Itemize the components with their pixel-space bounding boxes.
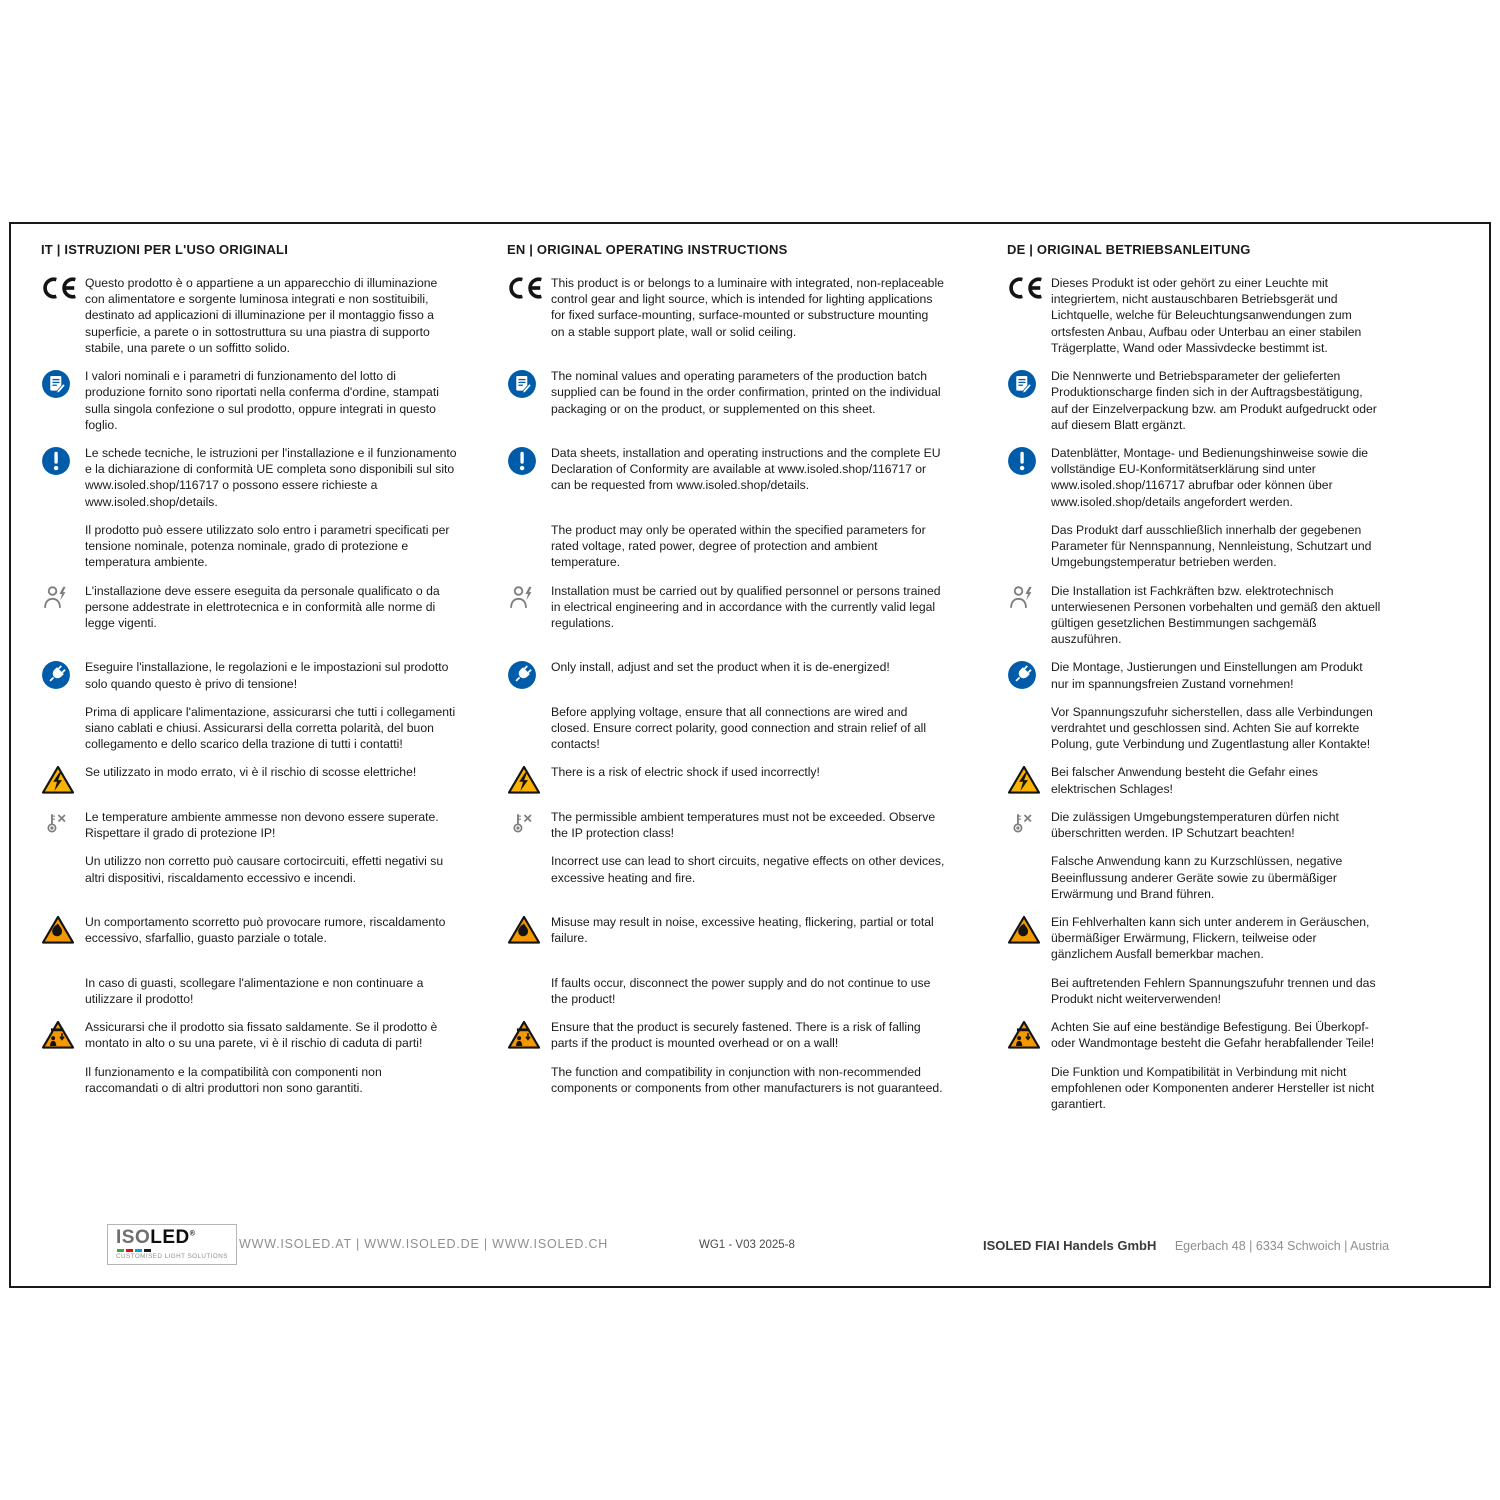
- instruction-text: Bei auftretenden Fehlern Spannungszufuhr trennen und das Produkt nicht weiterverwenden!: [1051, 975, 1376, 1006]
- disconnect-power-icon: [507, 659, 551, 690]
- qualified-electrician-icon: [1007, 583, 1051, 612]
- info-exclamation-icon: [507, 445, 551, 476]
- order-confirmation-icon: [41, 368, 85, 399]
- qualified-electrician-icon: [507, 583, 551, 612]
- fire-warning-icon: [41, 914, 85, 945]
- instruction-text: Questo prodotto è o appartiene a un apparecchio di illuminazione con alimentatore e sorgente luminosa integrati e non sostituibili, destinato ad applicazioni di illuminazione per il montaggio fisso a superficie, a parete o in sottostruttura su una piastra di supporto stabile, una parete o un soffitto solido.: [85, 276, 438, 355]
- instruction-text: Vor Spannungszufuhr sicherstellen, dass alle Verbindungen verdrahtet und geschlossen sind. Achten Sie auf korrekte Polung, gute Verbindung und Zugentlastung aller Kontakte!: [1051, 704, 1373, 752]
- instruction-text: Bei falscher Anwendung besteht die Gefahr eines elektrischen Schlages!: [1051, 765, 1318, 796]
- instruction-sheet: [9, 222, 1491, 1288]
- instruction-text: Installation must be carried out by qualified personnel or persons trained in electrical engineering and in accordance with the currently valid legal regulations.: [551, 583, 941, 630]
- instruction-text: In caso di guasti, scollegare l'alimentazione e non continuare a utilizzare il prodotto!: [85, 975, 424, 1006]
- instruction-text: The product may only be operated within the specified parameters for rated voltage, rated power, degree of protection and ambient temperature.: [551, 522, 926, 570]
- instruction-text: Data sheets, installation and operating instructions and the complete EU Declaration of Conformity are available at www.isoled.shop/116717 or can be requested from www.isoled.shop/details.: [551, 445, 941, 493]
- footer-websites: WWW.ISOLED.AT | WWW.ISOLED.DE | WWW.ISOLED.CH: [239, 1237, 609, 1251]
- info-exclamation-icon: [41, 445, 85, 476]
- qualified-electrician-icon: [41, 583, 85, 612]
- order-confirmation-icon: [1007, 368, 1051, 399]
- instruction-text: Il funzionamento e la compatibilità con componenti non raccomandati o di altri produttori non sono garantiti.: [85, 1064, 382, 1095]
- isoled-logo-wordmark: [116, 1228, 228, 1247]
- instruction-text: Se utilizzato in modo errato, vi è il rischio di scosse elettriche!: [85, 765, 417, 780]
- instruction-text: Ensure that the product is securely fastened. There is a risk of falling parts if the product is mounted overhead or on a wall!: [551, 1020, 921, 1051]
- logo-text-iso: ISO: [116, 1227, 151, 1248]
- temperature-limit-icon: [1007, 809, 1051, 836]
- disconnect-power-icon: [41, 659, 85, 690]
- info-exclamation-icon: [1007, 445, 1051, 476]
- instruction-text: Un comportamento scorretto può provocare rumore, riscaldamento eccessivo, sfarfallio, guasto parziale o totale.: [85, 915, 446, 946]
- company-line: [983, 1237, 1389, 1255]
- fire-warning-icon: [507, 914, 551, 945]
- falling-parts-warning-icon: [1007, 1019, 1051, 1050]
- temperature-limit-icon: [507, 809, 551, 836]
- disconnect-power-icon: [1007, 659, 1051, 690]
- temperature-limit-icon: [41, 809, 85, 836]
- company-name: ISOLED FIAI Handels GmbH: [983, 1238, 1157, 1253]
- sheet-footer: [11, 1222, 1489, 1268]
- instruction-text: The permissible ambient temperatures must not be exceeded. Observe the IP protection class!: [551, 809, 936, 841]
- instruction-text: Die Nennwerte und Betriebsparameter der gelieferten Produktionscharge finden sich in der Auftragsbestätigung, auf der Einzelverpackung bzw. am Produkt aufgedruckt oder auf diesem Blatt ergänzt.: [1051, 369, 1377, 432]
- electric-shock-warning-icon: [507, 764, 551, 795]
- ce-mark-icon: [41, 275, 85, 300]
- instruction-text: Assicurarsi che il prodotto sia fissato saldamente. Se il prodotto è montato in alto o su una parete, vi è il rischio di caduta di parti!: [85, 1020, 438, 1051]
- instruction-text: Die Funktion und Kompatibilität in Verbindung mit nicht empfohlenen oder Komponenten anderer Hersteller ist nicht garantiert.: [1051, 1064, 1375, 1111]
- instruction-text: This product is or belongs to a luminaire with integrated, non-replaceable control gear and light source, which is intended for lighting applications for fixed surface-mounting, surface-mounted or substructure mounting on a stable support plate, wall or solid ceiling.: [551, 276, 944, 339]
- instruction-text: Die Montage, Justierungen und Einstellungen am Produkt nur im spannungsfreien Zustand vornehmen!: [1051, 660, 1363, 691]
- instruction-text: Die zulässigen Umgebungstemperaturen dürfen nicht überschritten werden. IP Schutzart beachten!: [1051, 809, 1339, 841]
- instruction-text: Achten Sie auf eine beständige Befestigung. Bei Überkopf- oder Wandmontage besteht die Gefahr herabfallender Teile!: [1051, 1020, 1375, 1051]
- instruction-text: Prima di applicare l'alimentazione, assicurarsi che tutti i collegamenti siano cablati e chiusi. Assicurarsi della corretta polarità, del buon collegamento e dello scarico della trazione di tutti i contatti!: [85, 704, 456, 752]
- logo-color-chips-icon: [117, 1249, 228, 1252]
- logo-tagline: CUSTOMISED LIGHT SOLUTIONS: [116, 1253, 228, 1260]
- instruction-text: Falsche Anwendung kann zu Kurzschlüssen, negative Beeinflussung anderer Geräte sowie zu übermäßiger Erwärmung und Brand führen.: [1051, 854, 1343, 901]
- instruction-text: Le schede tecniche, le istruzioni per l'installazione e il funzionamento e la dichiarazione di conformità UE completa sono disponibili sul sito www.isoled.shop/116717 o possono essere richieste a www.isoled.shop/details.: [85, 445, 457, 509]
- instruction-text: If faults occur, disconnect the power supply and do not continue to use the product!: [551, 975, 931, 1006]
- isoled-logo: [107, 1224, 237, 1265]
- instruction-text: I valori nominali e i parametri di funzionamento del lotto di produzione fornito sono riportati nella conferma d'ordine, stampati sulla singola confezione o sul prodotto, oppure integrati in questo foglio.: [85, 369, 439, 432]
- instruction-text: Il prodotto può essere utilizzato solo entro i parametri specificati per tensione nominale, potenza nominale, grado di protezione e temperatura ambiente.: [85, 522, 450, 570]
- fire-warning-icon: [1007, 914, 1051, 945]
- instruction-text: The function and compatibility in conjunction with non-recommended components or components from other manufacturers is not guaranteed.: [551, 1064, 943, 1095]
- instruction-text: Dieses Produkt ist oder gehört zu einer Leuchte mit integriertem, nicht austauschbaren Betriebsgerät und Lichtquelle, welche für Beleuchtungsanwendungen zum ortsfesten Anbau, Aufbau oder Unterbau an einer stabilen Trägerplatte, Wand oder Massivdecke bestimmt ist.: [1051, 276, 1362, 355]
- falling-parts-warning-icon: [41, 1019, 85, 1050]
- instruction-text: L'installazione deve essere eseguita da personale qualificato o da persone addestrate in elettrotecnica e in conformità alle norme di legge vigenti.: [85, 583, 440, 630]
- instruction-text: Misuse may result in noise, excessive heating, flickering, partial or total failure.: [551, 915, 934, 946]
- falling-parts-warning-icon: [507, 1019, 551, 1050]
- company-address: Egerbach 48 | 6334 Schwoich | Austria: [1174, 1239, 1390, 1253]
- order-confirmation-icon: [507, 368, 551, 399]
- instruction-text: Un utilizzo non corretto può causare cortocircuiti, effetti negativi su altri dispositivi, riscaldamento eccessivo e incendi.: [85, 854, 444, 885]
- instruction-text: Das Produkt darf ausschließlich innerhalb der gegebenen Parameter für Nennspannung, Nennleistung, Schutzart und Umgebungstemperatur betrieben werden.: [1051, 522, 1372, 570]
- instruction-text: The nominal values and operating parameters of the production batch supplied can be found in the order confirmation, printed on the individual packaging or on the product, or supplemented on this sheet.: [551, 369, 941, 416]
- instruction-text: Ein Fehlverhalten kann sich unter anderem in Geräuschen, übermäßiger Erwärmung, Flickern, teilweise oder gänzlichem Ausfall bemerkbar machen.: [1051, 915, 1370, 962]
- logo-text-led: LED: [150, 1227, 190, 1248]
- ce-mark-icon: [507, 275, 551, 300]
- column-header-de: DE | ORIGINAL BETRIEBSANLEITUNG: [1007, 242, 1251, 257]
- instruction-text: Only install, adjust and set the product when it is de-energized!: [551, 660, 890, 675]
- column-header-it: IT | ISTRUZIONI PER L'USO ORIGINALI: [41, 242, 289, 257]
- instruction-text: Incorrect use can lead to short circuits, negative effects on other devices, excessive heating and fire.: [551, 854, 945, 885]
- instruction-text: Before applying voltage, ensure that all connections are wired and closed. Ensure correct polarity, good connection and strain relief of all contacts!: [551, 704, 927, 752]
- column-header-en: EN | ORIGINAL OPERATING INSTRUCTIONS: [507, 242, 788, 257]
- instruction-text: Eseguire l'installazione, le regolazioni e le impostazioni sul prodotto solo quando questo è privo di tensione!: [85, 660, 449, 691]
- electric-shock-warning-icon: [41, 764, 85, 795]
- electric-shock-warning-icon: [1007, 764, 1051, 795]
- doc-code: WG1 - V03 2025-8: [699, 1239, 795, 1251]
- instruction-text: Die Installation ist Fachkräften bzw. elektrotechnisch unterwiesenen Personen vorbehalten und gemäß den aktuell gültigen gesetzlichen Bestimmungen sachgemäß auszuführen.: [1051, 583, 1381, 647]
- sheet-grid: [41, 242, 1381, 1112]
- instruction-text: Datenblätter, Montage- und Bedienungshinweise sowie die vollständige EU-Konformitätserklärung sind unter www.isoled.shop/116717 abrufbar oder können über www.isoled.shop/details angefordert werden.: [1051, 445, 1369, 509]
- ce-mark-icon: [1007, 275, 1051, 300]
- instruction-text: Le temperature ambiente ammesse non devono essere superate. Rispettare il grado di protezione IP!: [85, 809, 439, 841]
- registered-trademark-icon: ®: [189, 1230, 196, 1238]
- instruction-text: There is a risk of electric shock if used incorrectly!: [551, 765, 820, 780]
